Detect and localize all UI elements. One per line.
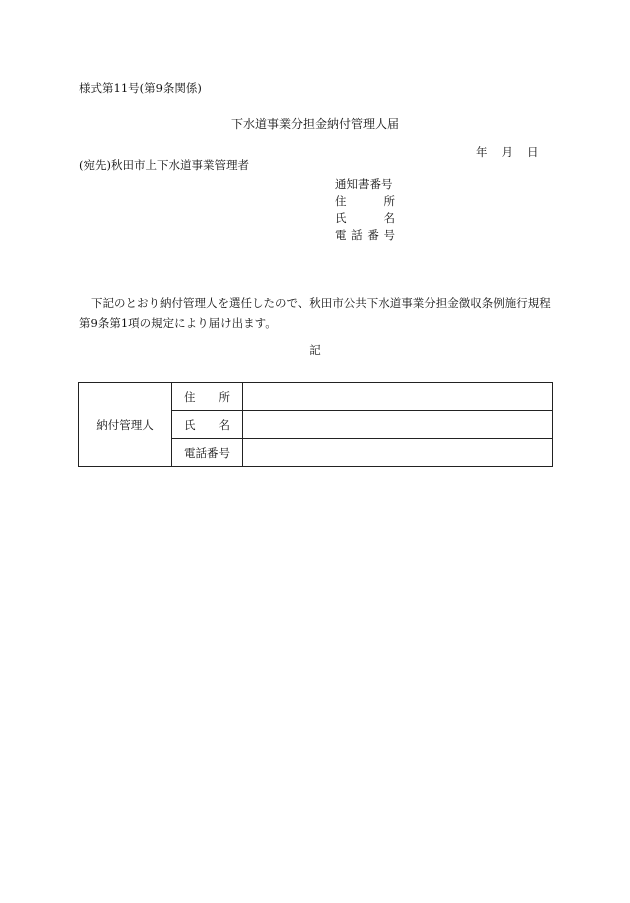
sender-name-label	[335, 211, 395, 228]
address-label-char-1: 住	[184, 389, 196, 404]
phone-char-4: 号	[383, 228, 395, 242]
phone-char-2: 話	[351, 228, 363, 242]
address-label	[172, 383, 243, 411]
ki-heading: 記	[309, 343, 321, 357]
phone-char-1: 電	[335, 228, 347, 242]
name-label	[172, 411, 243, 439]
date-year-label: 年	[476, 145, 488, 159]
date-day-label: 日	[527, 145, 539, 159]
phone-field[interactable]	[243, 439, 553, 467]
name-char-1: 氏	[335, 211, 347, 225]
addressee: (宛先)秋田市上下水道事業管理者	[79, 158, 249, 172]
address-char-1: 住	[335, 194, 347, 208]
document-title: 下水道事業分担金納付管理人届	[230, 117, 399, 131]
address-label-char-2: 所	[218, 389, 230, 404]
notice-number-text: 通知書番号	[335, 177, 393, 191]
payment-manager-table	[78, 382, 553, 467]
name-label-char-1: 氏	[184, 417, 196, 432]
name-label-char-2: 名	[218, 417, 230, 432]
phone-char-3: 番	[367, 228, 379, 242]
phone-label: 電話番号	[172, 439, 243, 467]
name-char-2: 名	[383, 211, 395, 225]
body-paragraph: 下記のとおり納付管理人を選任したので、秋田市公共下水道事業分担金徴収条例施行規程第9条第1項の規定により届け出ます。	[79, 296, 551, 330]
sender-address-label	[335, 194, 395, 211]
sender-phone-label	[335, 228, 395, 245]
date-month-label: 月	[501, 145, 513, 159]
name-field[interactable]	[243, 411, 553, 439]
row-header: 納付管理人	[79, 383, 172, 467]
address-field[interactable]	[243, 383, 553, 411]
sender-block	[335, 177, 395, 245]
address-char-2: 所	[383, 194, 395, 208]
form-number: 様式第11号(第9条関係)	[79, 81, 202, 95]
date-line	[476, 145, 539, 159]
sender-notice-number-label	[335, 177, 395, 194]
table-row	[79, 383, 553, 411]
